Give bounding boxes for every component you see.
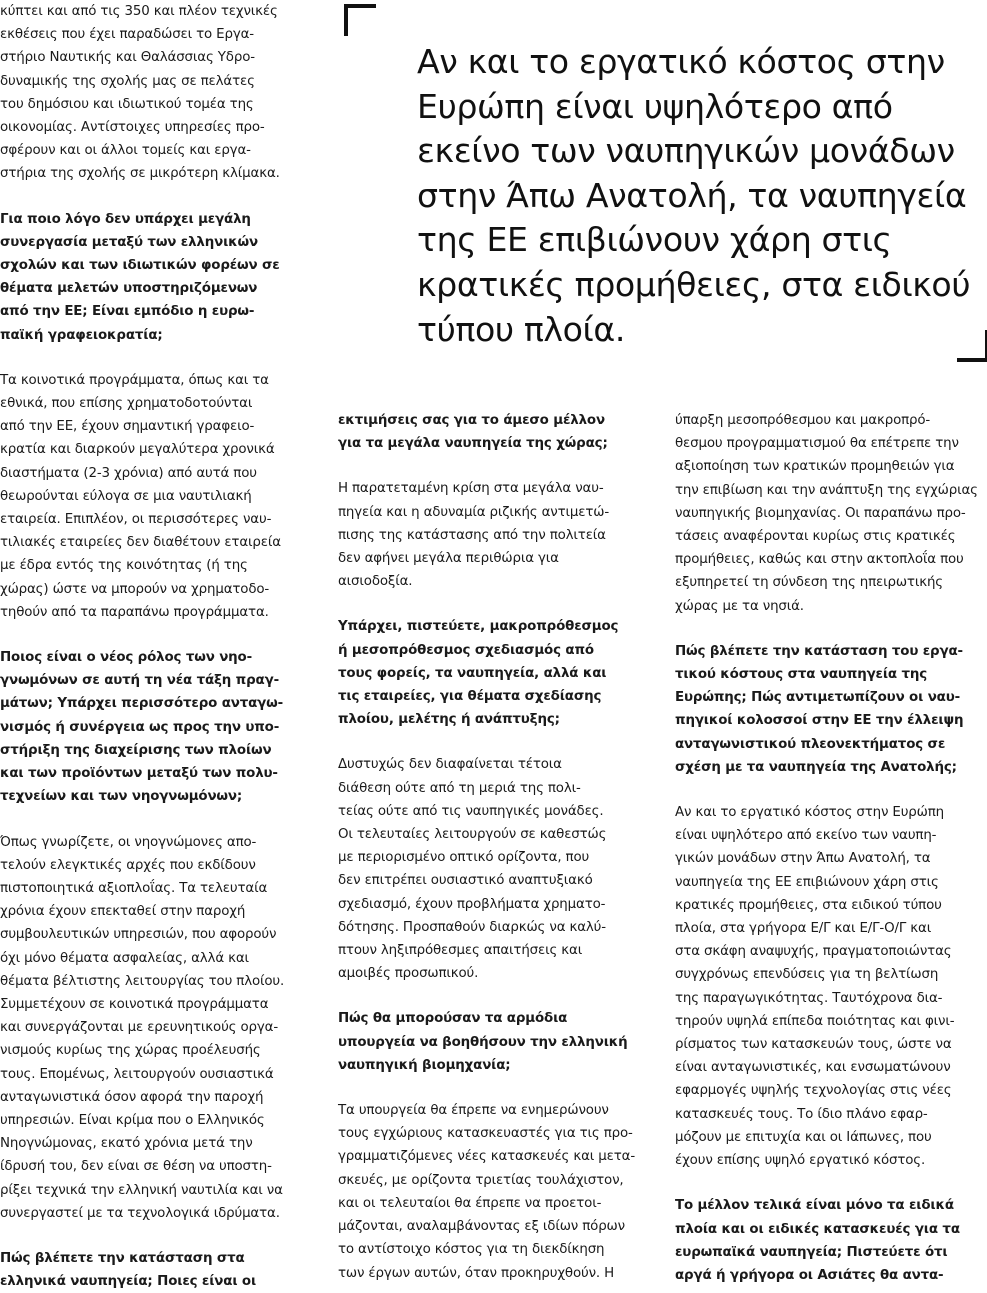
middle-column xyxy=(338,409,648,1285)
body-paragraph: Η παρατεταμένη κρίση στα μεγάλα ναυ- πηγεία και η αδυναμία ριζικής αντιμετώ- πισης της κατάστασης από την πολιτεία δεν αφήνει μεγάλα περιθώρια για αισιοδοξία. xyxy=(338,481,610,590)
pullquote-line: Ευρώπη είναι υψηλότερο από xyxy=(417,86,893,126)
interview-question: εκτιμήσεις σας για το άμεσο μέλλον για τα μεγάλα ναυπηγεία της χώρας; xyxy=(338,413,608,452)
pullquote-corner-bracket-bottom-right xyxy=(957,330,987,362)
pullquote-line: Αν και το εργατικό κόστος στην xyxy=(417,42,945,81)
body-paragraph: κύπτει και από τις 350 και πλέον τεχνικές εκθέσεις που έχει παραδώσει το Εργα- στήριο Ναυτικής και Θαλάσσιας Υδρο- δυναμικής της σχολής μας σε πελάτες του δημόσιου και ιδιωτικού τομέα της οικονομίας. Αντίστοιχες υπηρεσίες προ- σφέρουν και οι άλλοι τομείς και εργα- στήρια της σχολής σε μικρότερη κλίμακα. xyxy=(0,4,280,182)
interview-question: Πώς βλέπετε την κατάσταση στα ελληνικά ναυπηγεία; Ποιες είναι οι xyxy=(0,1250,257,1290)
body-paragraph: Δυστυχώς δεν διαφαίνεται τέτοια διάθεση ούτε από τη μεριά της πολι- τείας ούτε από τις ναυπηγικές μονάδες. Οι τελευταίες λειτουργούν σε καθεστώς με περιορισμένο οπτικό ορίζοντα, που δεν επιτρέπει ουσιαστικό αναπτυξιακό σχεδιασμό, έχουν προβλήματα χρηματο- δότησης. Προσπαθούν διαρκώς να καλύ- πτουν ληξιπρόθεσμες απαιτήσεις και αμοιβές προσωπικού. xyxy=(338,757,607,982)
pullquote-line: κρατικές προμήθειες, στα ειδικού xyxy=(417,264,971,304)
body-paragraph: Τα κοινοτικά προγράμματα, όπως και τα εθνικά, που επίσης χρηματοδοτούνται από την ΕΕ, έχουν σημαντική γραφειο- κρατία και διαρκούν μεγαλύτερα χρονικά διαστήματα (2-3 χρόνια) από αυτά που θεωρούνται εύλογα σε μια ναυτιλιακή εταιρεία. Επιπλέον, οι περισσότερες ναυ- τιλιακές εταιρείες δεν διαθέτουν εταιρεία με έδρα εντός της κοινότητας (ή της χώρας) ώστε να μπορούν να χρηματοδο- τηθούν από τα παραπάνω προγράμματα. xyxy=(0,372,281,620)
right-column xyxy=(675,409,987,1287)
body-paragraph: ύπαρξη μεσοπρόθεσμου και μακροπρό- θεσμου προγραμματισμού θα επέτρεπε την αξιοποίηση των κρατικών προμηθειών για την επιβίωση και την ανάπτυξη της εγχώριας ναυπηγικής βιομηχανίας. Οι παραπάνω προ- τάσεις αναφέρονται κυρίως στις κρατικές προμήθειες, καθώς και στην ακτοπλοΐα που εξυπηρετεί τη σύνδεση της ηπειρωτικής χώρας με τα νησιά. xyxy=(675,413,978,614)
pullquote-line: εκείνο των ναυπηγικών μονάδων xyxy=(417,131,955,171)
pullquote-corner-bracket-top-left xyxy=(344,4,376,36)
interview-question: Για ποιο λόγο δεν υπάρχει μεγάλη συνεργασία μεταξύ των ελληνικών σχολών και των ιδιωτικών φορέων σε θέματα μελετών υποστηριζόμενων από την ΕΕ; Είναι εμπόδιο η ευρω- παϊκή γραφειοκρατία; xyxy=(0,211,280,343)
interview-question: Το μέλλον τελικά είναι μόνο τα ειδικά πλοία και οι ειδικές κατασκευές για τα ευρωπαϊκά ναυπηγεία; Πιστεύετε ότι αργά ή γρήγορα οι Ασιάτες θα αντα- xyxy=(675,1198,960,1283)
pullquote-line: τύπου πλοία. xyxy=(417,309,626,349)
interview-question: Υπάρχει, πιστεύετε, μακροπρόθεσμος ή μεσοπρόθεσμος σχεδιασμός από τους φορείς, τα ναυπηγεία, αλλά και τις εταιρείες, για θέματα σχεδίασης πλοίου, μελέτης ή ανάπτυξης; xyxy=(338,619,619,728)
pullquote xyxy=(417,40,982,352)
body-paragraph: Τα υπουργεία θα έπρεπε να ενημερώνουν τους εγχώριους κατασκευαστές για τις προ- γραμματιζόμενες νέες κατασκευές και μετα- σκευές, με ορίζοντα τριετίας τουλάχιστον, και οι τελευταίοι θα έπρεπε να προετοι- μάζονται, αναλαμβάνοντας εξ ιδίων πόρων το αντίστοιχο κόστος για τη διεκδίκηση των έργων αυτών, όταν προκηρυχθούν. Η xyxy=(338,1103,636,1281)
interview-question: Πώς βλέπετε την κατάσταση του εργα- τικού κόστους στα ναυπηγεία της Ευρώπης; Πώς αντιμετωπίζουν οι ναυ- πηγικοί κολοσσοί στην ΕΕ την έλλειψη ανταγωνιστικού πλεονεκτήματος σε σχέση με τα ναυπηγεία της Ανατολής; xyxy=(675,643,964,775)
pullquote-line: στην Άπω Ανατολή, τα ναυπηγεία xyxy=(417,175,967,215)
left-column xyxy=(0,0,310,1293)
interview-question: Ποιος είναι ο νέος ρόλος των νηο- γνωμόνων σε αυτή τη νέα τάξη πραγ- μάτων; Υπάρχει περισσότερο ανταγω- νισμός ή συνέργεια ως προς την υπο- στήριξη της διαχείρισης των πλοίων και των προϊόντων μεταξύ των πολυ- τεχνείων και των νηογνωμόνων; xyxy=(0,650,284,805)
body-paragraph: Αν και το εργατικό κόστος στην Ευρώπη είναι υψηλότερο από εκείνο των ναυπη- γικών μονάδων στην Άπω Ανατολή, τα ναυπηγεία της ΕΕ επιβιώνουν χάρη στις κρατικές προμήθειες, στα ειδικού τύπου πλοία, στα γρήγορα Ε/Γ και Ε/Γ-Ο/Γ και στα σκάφη αναψυχής, πραγματοποιώντας συγχρόνως επενδύσεις για τη βελτίωση της παραγωγικότητας. Ταυτόχρονα δια- τηρούν υψηλά επίπεδα ποιότητας και φινι- ρίσματος των κατασκευών τους, ώστε να είναι ανταγωνιστικές, και ενσωματώνουν εφαρμογές υψηλής τεχνολογίας στις νέες κατασκευές τους. Το ίδιο πλάνο εφαρ- μόζουν με επιτυχία και οι Ιάπωνες, που έχουν επίσης υψηλό εργατικό κόστος. xyxy=(675,805,955,1169)
pullquote-line: της ΕΕ επιβιώνουν χάρη στις xyxy=(417,220,892,260)
interview-question: Πώς θα μπορούσαν τα αρμόδια υπουργεία να βοηθήσουν την ελληνική ναυπηγική βιομηχανία; xyxy=(338,1011,628,1073)
body-paragraph: Όπως γνωρίζετε, οι νηογνώμονες απο- τελούν ελεγκτικές αρχές που εκδίδουν πιστοποιητικά αξιοπλοΐας. Τα τελευταία χρόνια έχουν επεκταθεί στην παροχή συμβουλευτικών υπηρεσιών, που αφορούν όχι μόνο θέματα ασφαλείας, αλλά και θέματα βέλτιστης λειτουργίας του πλοίου. Συμμετέχουν σε κοινοτικά προγράμματα και συνεργάζονται με ερευνητικούς οργα- νισμούς κυρίως της χώρας προέλευσής τους. Επομένως, λειτουργούν ουσιαστικά ανταγωνιστικά όσον αφορά την παροχή υπηρεσιών. Είναι κρίμα που ο Ελληνικός Νηογνώμονας, εκατό χρόνια μετά την ίδρυσή του, δεν είναι σε θέση να υποστη- ρίξει τεχνικά την ελληνική ναυτιλία και να συνεργαστεί με τα τεχνολογικά ιδρύματα. xyxy=(0,834,285,1221)
